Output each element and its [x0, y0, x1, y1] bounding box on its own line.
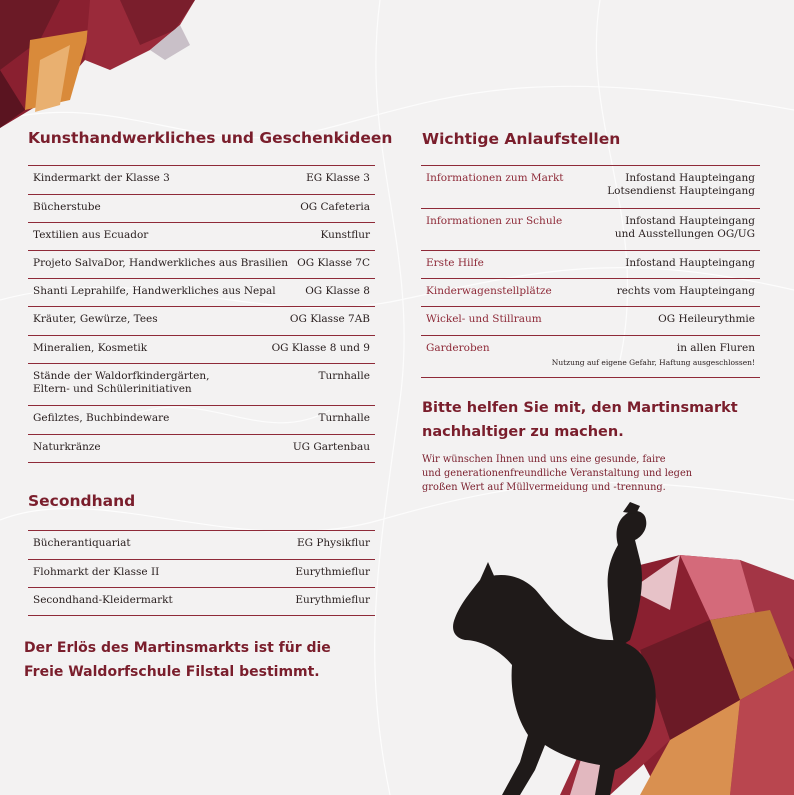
stand-location: OG Klasse 7AB — [289, 313, 370, 325]
table-row — [28, 251, 375, 279]
stand-name: Kräuter, Gewürze, Tees — [33, 313, 158, 325]
stand-location: UG Gartenbau — [292, 441, 370, 453]
contact-location: Infostand Haupteingang Lotsendienst Haupteingang — [607, 172, 755, 197]
contact-location: rechts vom Haupteingang — [616, 285, 755, 297]
table-row — [28, 560, 375, 588]
proceeds-line-1: Der Erlös des Martinsmarkts ist für die — [24, 640, 331, 656]
crafts-table — [28, 165, 375, 463]
secondhand-title: Secondhand — [28, 492, 136, 510]
table-row — [421, 166, 760, 209]
stand-location: Turnhalle — [318, 370, 370, 382]
stand-location: OG Cafeteria — [300, 201, 370, 213]
contact-topic: Informationen zum Markt — [426, 172, 564, 184]
table-row — [421, 336, 760, 378]
sustainability-text-line-3: großen Wert auf Müllvermeidung und -trennung. — [422, 482, 666, 493]
table-row — [28, 223, 375, 251]
table-row — [421, 251, 760, 279]
stand-name: Textilien aus Ecuador — [33, 229, 149, 241]
stand-name: Gefilztes, Buchbindeware — [33, 412, 170, 424]
table-row — [28, 531, 375, 560]
sustainability-title — [422, 396, 738, 444]
sustainability-title-line-2: nachhaltiger zu machen. — [422, 424, 624, 440]
contact-location: OG Heileurythmie — [658, 313, 755, 325]
stand-location: EG Klasse 3 — [306, 172, 370, 184]
stand-location: EG Physikflur — [296, 537, 370, 549]
contact-location: Infostand Haupteingang und Ausstellungen OG/UG — [614, 215, 755, 240]
stand-location: Turnhalle — [318, 412, 370, 424]
stand-location: OG Klasse 8 — [305, 285, 370, 297]
stand-name: Bücherstube — [33, 201, 101, 213]
table-row — [421, 209, 760, 251]
contact-topic: Garderoben — [426, 342, 490, 354]
sustainability-text-line-2: und generationenfreundliche Veranstaltung und legen — [422, 468, 693, 479]
table-row — [28, 364, 375, 406]
stand-name: Stände der Waldorfkindergärten, Eltern- und Schülerinitiativen — [33, 370, 210, 395]
proceeds-statement — [24, 636, 331, 684]
stand-name: Mineralien, Kosmetik — [33, 342, 148, 354]
proceeds-line-2: Freie Waldorfschule Filstal bestimmt. — [24, 664, 320, 680]
contacts-title: Wichtige Anlaufstellen — [422, 130, 621, 148]
stand-name: Secondhand-Kleidermarkt — [33, 594, 173, 606]
table-row — [421, 307, 760, 336]
table-row — [28, 307, 375, 336]
liability-note: Nutzung auf eigene Gefahr, Haftung ausgeschlossen! — [551, 358, 755, 367]
drapery-decoration-top — [0, 0, 200, 130]
stand-location: Kunstflur — [320, 229, 370, 241]
table-row — [28, 435, 375, 463]
contact-location-group — [552, 342, 755, 369]
table-row — [28, 588, 375, 616]
contact-topic: Kinderwagenstellplätze — [426, 285, 552, 297]
contact-topic: Informationen zur Schule — [426, 215, 563, 227]
stand-name: Naturkränze — [33, 441, 101, 453]
sustainability-text — [422, 453, 692, 495]
table-row — [28, 279, 375, 307]
table-row — [421, 279, 760, 307]
contact-topic: Wickel- und Stillraum — [426, 313, 542, 325]
stand-location: OG Klasse 8 und 9 — [271, 342, 370, 354]
table-row — [28, 166, 375, 195]
contact-topic: Erste Hilfe — [426, 257, 484, 269]
crafts-title: Kunsthandwerkliches und Geschenkideen — [28, 129, 393, 147]
table-row — [28, 406, 375, 435]
sustainability-title-line-1: Bitte helfen Sie mit, den Martinsmarkt — [422, 400, 738, 416]
contact-location: Infostand Haupteingang — [625, 257, 755, 269]
stand-location: Eurythmieflur — [295, 566, 370, 578]
secondhand-table — [28, 530, 375, 616]
table-row — [28, 195, 375, 223]
contact-location: in allen Fluren — [676, 342, 755, 354]
table-row — [28, 336, 375, 364]
stand-name: Flohmarkt der Klasse II — [33, 566, 160, 578]
contacts-table — [421, 165, 760, 378]
sustainability-text-line-1: Wir wünschen Ihnen und uns eine gesunde, faire — [422, 454, 666, 465]
st-martin-rider-illustration — [440, 500, 794, 795]
stand-name: Kindermarkt der Klasse 3 — [33, 172, 170, 184]
stand-name: Shanti Leprahilfe, Handwerkliches aus Nepal — [33, 285, 276, 297]
stand-location: OG Klasse 7C — [297, 257, 370, 269]
stand-name: Bücherantiquariat — [33, 537, 131, 549]
stand-name: Projeto SalvaDor, Handwerkliches aus Brasilien — [33, 257, 289, 269]
stand-location: Eurythmieflur — [295, 594, 370, 606]
